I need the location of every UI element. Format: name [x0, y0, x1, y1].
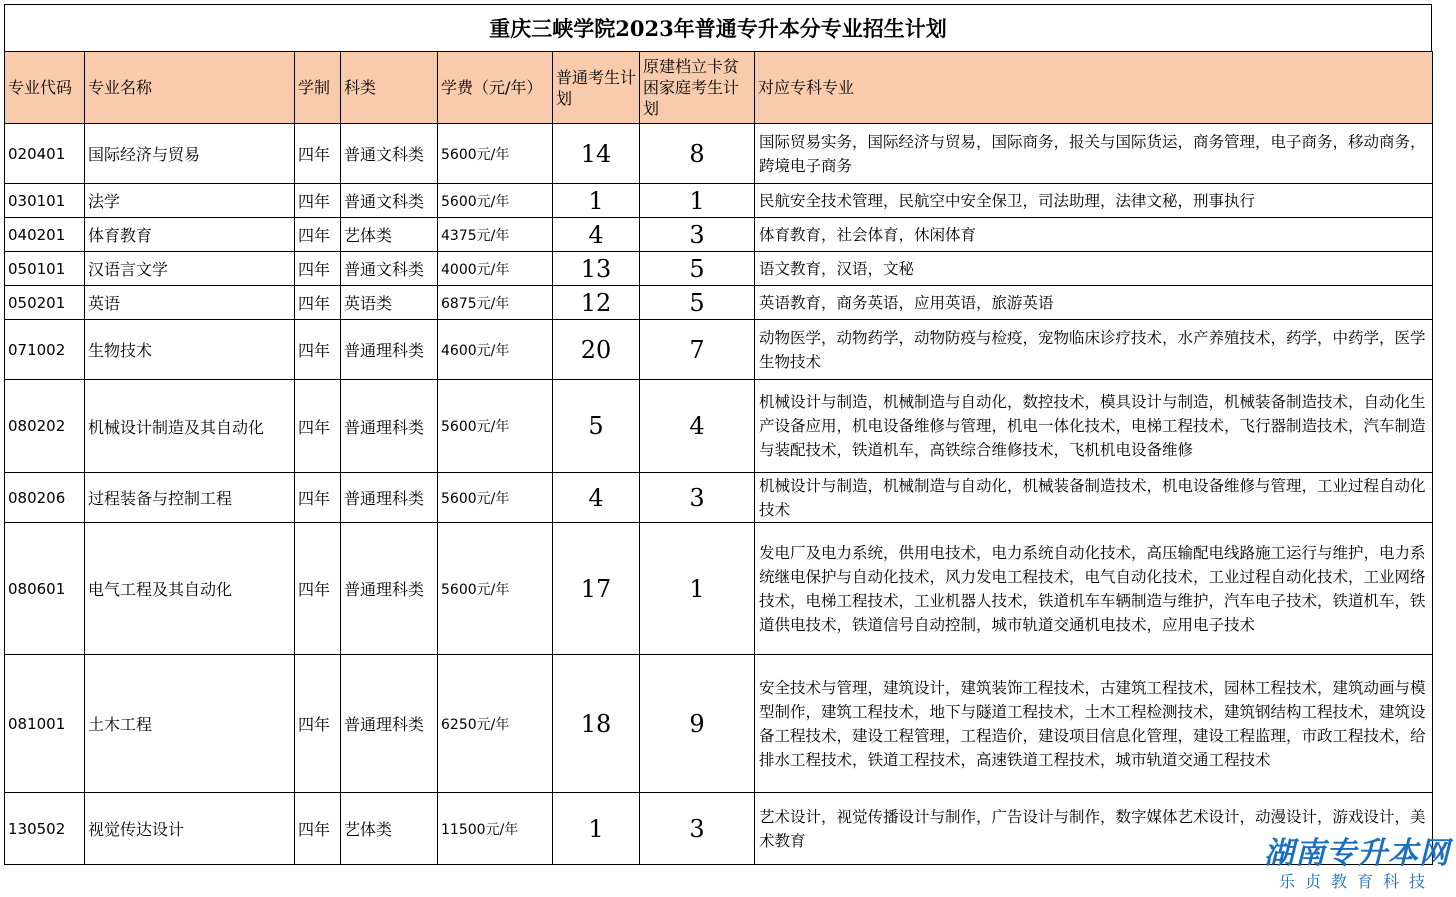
cell-fee: 4600元/年	[438, 320, 553, 380]
header-category: 科类	[341, 52, 438, 124]
cell-poverty-plan: 1	[640, 523, 755, 655]
cell-general-plan: 1	[553, 793, 640, 865]
cell-category: 普通理科类	[341, 380, 438, 473]
watermark-logo	[1264, 837, 1450, 893]
header-poverty-plan: 原建档立卡贫困家庭考生计划	[640, 52, 755, 124]
cell-majors: 体育教育，社会体育，休闲体育	[755, 218, 1433, 252]
cell-general-plan: 13	[553, 252, 640, 286]
cell-code: 040201	[5, 218, 85, 252]
cell-majors: 发电厂及电力系统，供用电技术，电力系统自动化技术，高压输配电线路施工运行与维护，电力系统继电保护与自动化技术，风力发电工程技术，电气自动化技术，工业过程自动化技术，工业网络技术，电梯工程技术，工业机器人技术，铁道机车车辆制造与维护，汽车电子技术，铁道机车，铁道供电技术，铁道信号自动控制，城市轨道交通机电技术，应用电子技术	[755, 523, 1433, 655]
cell-length: 四年	[295, 320, 341, 380]
header-length: 学制	[295, 52, 341, 124]
cell-code: 030101	[5, 184, 85, 218]
cell-majors: 英语教育，商务英语，应用英语，旅游英语	[755, 286, 1433, 320]
cell-name: 体育教育	[85, 218, 295, 252]
cell-code: 080202	[5, 380, 85, 473]
cell-fee: 11500元/年	[438, 793, 553, 865]
cell-general-plan: 14	[553, 124, 640, 184]
cell-category: 英语类	[341, 286, 438, 320]
cell-general-plan: 20	[553, 320, 640, 380]
cell-category: 普通理科类	[341, 655, 438, 793]
cell-poverty-plan: 4	[640, 380, 755, 473]
cell-majors: 安全技术与管理，建筑设计，建筑装饰工程技术，古建筑工程技术，园林工程技术，建筑动画与模型制作，建筑工程技术，地下与隧道工程技术，土木工程检测技术，建筑钢结构工程技术，建筑设备工程技术，建设工程管理，工程造价，建设项目信息化管理，建设工程监理，市政工程技术，给排水工程技术，铁道工程技术，高速铁道工程技术，城市轨道交通工程技术	[755, 655, 1433, 793]
cell-fee: 4000元/年	[438, 252, 553, 286]
cell-length: 四年	[295, 184, 341, 218]
cell-general-plan: 4	[553, 473, 640, 523]
cell-category: 艺体类	[341, 793, 438, 865]
cell-code: 080206	[5, 473, 85, 523]
table-title: 重庆三峡学院2023年普通专升本分专业招生计划	[4, 4, 1432, 51]
table-row	[5, 793, 1433, 865]
cell-poverty-plan: 5	[640, 286, 755, 320]
cell-name: 土木工程	[85, 655, 295, 793]
cell-fee: 6250元/年	[438, 655, 553, 793]
watermark-main: 湖南专升本网	[1264, 836, 1450, 871]
cell-length: 四年	[295, 380, 341, 473]
cell-poverty-plan: 1	[640, 184, 755, 218]
cell-code: 080601	[5, 523, 85, 655]
cell-length: 四年	[295, 793, 341, 865]
cell-majors: 动物医学，动物药学，动物防疫与检疫，宠物临床诊疗技术，水产养殖技术，药学，中药学，医学生物技术	[755, 320, 1433, 380]
cell-majors: 艺术设计，视觉传播设计与制作，广告设计与制作，数字媒体艺术设计，动漫设计，游戏设计，美术教育	[755, 793, 1433, 865]
header-row	[5, 52, 1433, 124]
cell-category: 普通文科类	[341, 252, 438, 286]
cell-majors: 国际贸易实务，国际经济与贸易，国际商务，报关与国际货运，商务管理，电子商务，移动商务，跨境电子商务	[755, 124, 1433, 184]
cell-code: 130502	[5, 793, 85, 865]
cell-majors: 民航安全技术管理，民航空中安全保卫，司法助理，法律文秘，刑事执行	[755, 184, 1433, 218]
cell-majors: 机械设计与制造，机械制造与自动化，数控技术，模具设计与制造，机械装备制造技术，自动化生产设备应用，机电设备维修与管理，机电一体化技术，电梯工程技术，飞行器制造技术，汽车制造与装配技术，铁道机车，高铁综合维修技术，飞机机电设备维修	[755, 380, 1433, 473]
table-row	[5, 286, 1433, 320]
header-fee: 学费（元/年）	[438, 52, 553, 124]
cell-poverty-plan: 3	[640, 218, 755, 252]
cell-general-plan: 12	[553, 286, 640, 320]
cell-length: 四年	[295, 124, 341, 184]
cell-name: 法学	[85, 184, 295, 218]
cell-fee: 5600元/年	[438, 124, 553, 184]
cell-category: 艺体类	[341, 218, 438, 252]
cell-name: 英语	[85, 286, 295, 320]
table-row	[5, 523, 1433, 655]
header-name: 专业名称	[85, 52, 295, 124]
cell-name: 视觉传达设计	[85, 793, 295, 865]
table-row	[5, 655, 1433, 793]
cell-code: 071002	[5, 320, 85, 380]
cell-code: 050101	[5, 252, 85, 286]
watermark-sub: 乐贞教育科技	[1278, 872, 1435, 891]
cell-general-plan: 18	[553, 655, 640, 793]
cell-length: 四年	[295, 473, 341, 523]
cell-fee: 5600元/年	[438, 380, 553, 473]
cell-name: 机械设计制造及其自动化	[85, 380, 295, 473]
cell-code: 020401	[5, 124, 85, 184]
table-row	[5, 473, 1433, 523]
cell-general-plan: 1	[553, 184, 640, 218]
cell-general-plan: 5	[553, 380, 640, 473]
cell-length: 四年	[295, 655, 341, 793]
cell-fee: 5600元/年	[438, 184, 553, 218]
cell-category: 普通文科类	[341, 124, 438, 184]
cell-category: 普通理科类	[341, 523, 438, 655]
cell-fee: 6875元/年	[438, 286, 553, 320]
cell-poverty-plan: 3	[640, 473, 755, 523]
header-majors: 对应专科专业	[755, 52, 1433, 124]
table-row	[5, 184, 1433, 218]
cell-name: 电气工程及其自动化	[85, 523, 295, 655]
cell-poverty-plan: 3	[640, 793, 755, 865]
cell-fee: 4375元/年	[438, 218, 553, 252]
header-general-plan: 普通考生计划	[553, 52, 640, 124]
cell-code: 050201	[5, 286, 85, 320]
table-row	[5, 380, 1433, 473]
cell-category: 普通理科类	[341, 473, 438, 523]
cell-length: 四年	[295, 286, 341, 320]
cell-category: 普通理科类	[341, 320, 438, 380]
header-code: 专业代码	[5, 52, 85, 124]
cell-name: 汉语言文学	[85, 252, 295, 286]
cell-length: 四年	[295, 523, 341, 655]
cell-poverty-plan: 7	[640, 320, 755, 380]
cell-name: 过程装备与控制工程	[85, 473, 295, 523]
cell-length: 四年	[295, 252, 341, 286]
cell-code: 081001	[5, 655, 85, 793]
cell-name: 国际经济与贸易	[85, 124, 295, 184]
cell-category: 普通文科类	[341, 184, 438, 218]
enrollment-table	[4, 51, 1433, 865]
table-row	[5, 124, 1433, 184]
table-row	[5, 320, 1433, 380]
cell-fee: 5600元/年	[438, 473, 553, 523]
cell-general-plan: 4	[553, 218, 640, 252]
cell-majors: 语文教育，汉语，文秘	[755, 252, 1433, 286]
cell-name: 生物技术	[85, 320, 295, 380]
cell-poverty-plan: 8	[640, 124, 755, 184]
table-row	[5, 252, 1433, 286]
table-row	[5, 218, 1433, 252]
cell-length: 四年	[295, 218, 341, 252]
cell-fee: 5600元/年	[438, 523, 553, 655]
cell-general-plan: 17	[553, 523, 640, 655]
cell-majors: 机械设计与制造，机械制造与自动化，机械装备制造技术，机电设备维修与管理，工业过程自动化技术	[755, 473, 1433, 523]
spreadsheet	[4, 4, 1432, 865]
cell-poverty-plan: 5	[640, 252, 755, 286]
cell-poverty-plan: 9	[640, 655, 755, 793]
